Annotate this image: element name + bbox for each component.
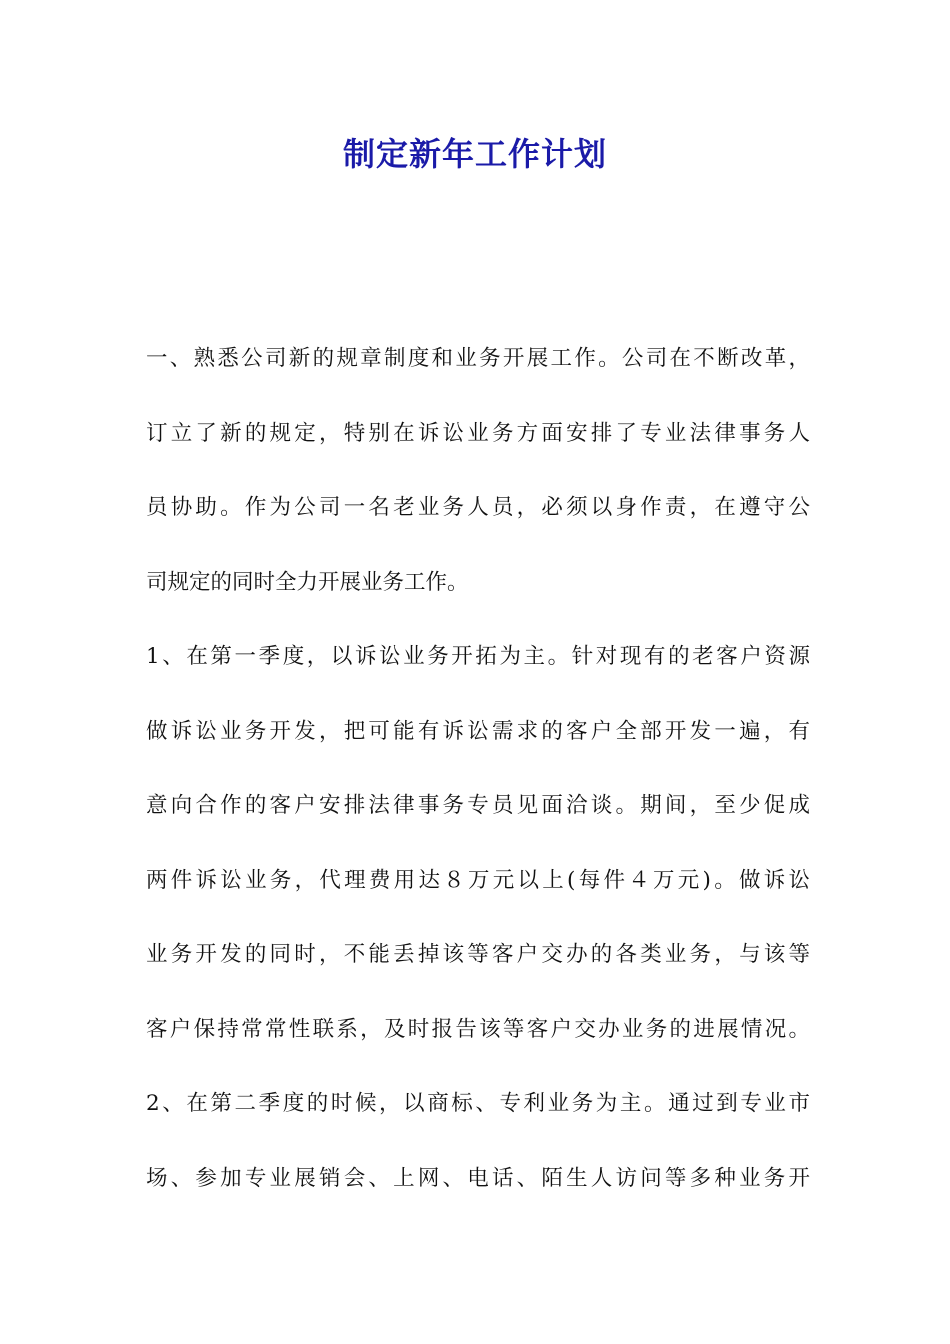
body-line-6: 做诉讼业务开发，把可能有诉讼需求的客户全部开发一遍，有 bbox=[146, 718, 810, 744]
body-line-10: 客户保持常常性联系，及时报告该等客户交办业务的进展情况。 bbox=[146, 1016, 810, 1042]
body-line-12: 场、参加专业展销会、上网、电话、陌生人访问等多种业务开 bbox=[146, 1165, 810, 1191]
document-title: 制定新年工作计划 bbox=[342, 135, 607, 173]
body-line-5: 1、在第一季度，以诉讼业务开拓为主。针对现有的老客户资源 bbox=[146, 644, 810, 669]
body-line-3: 员协助。作为公司一名老业务人员，必须以身作责，在遵守公 bbox=[146, 495, 810, 520]
body-line-1: 一、熟悉公司新的规章制度和业务开展工作。公司在不断改革， bbox=[146, 346, 810, 371]
body-line-4: 司规定的同时全力开展业务工作。 bbox=[146, 569, 469, 595]
body-line-2: 订立了新的规定，特别在诉讼业务方面安排了专业法律事务人 bbox=[146, 420, 810, 446]
body-line-11: 2、在第二季度的时候，以商标、专利业务为主。通过到专业市 bbox=[146, 1091, 810, 1116]
document-body bbox=[146, 333, 810, 1227]
body-line-9: 业务开发的同时，不能丢掉该等客户交办的各类业务，与该等 bbox=[146, 942, 810, 967]
body-line-7: 意向合作的客户安排法律事务专员见面洽谈。期间，至少促成 bbox=[146, 793, 810, 818]
body-line-8: 两件诉讼业务，代理费用达８万元以上(每件４万元)。做诉讼 bbox=[146, 867, 810, 893]
